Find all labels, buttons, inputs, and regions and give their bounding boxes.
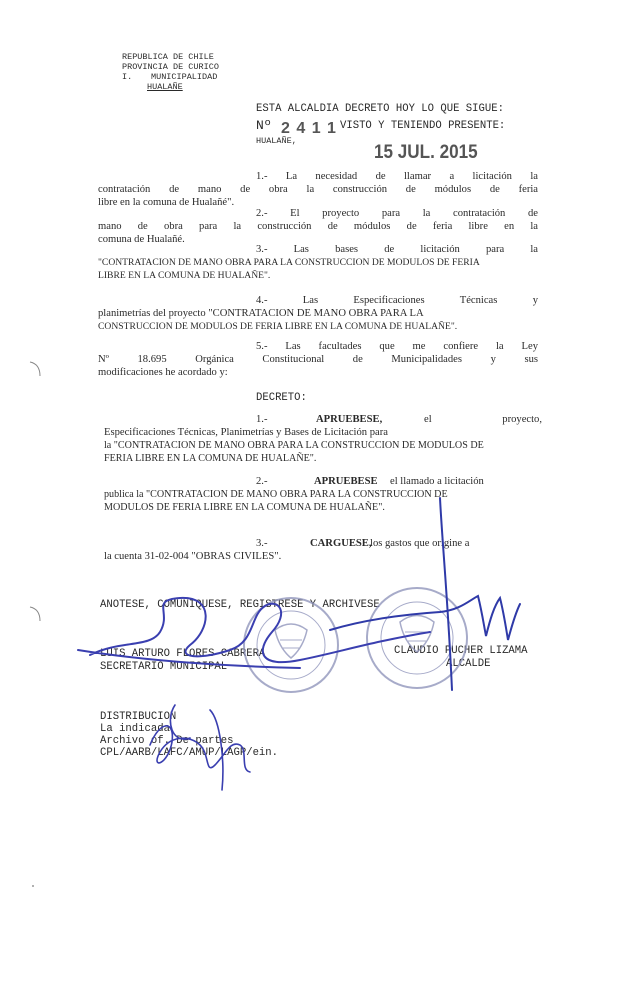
decreto-1-apruebese: APRUEBESE,: [316, 414, 383, 425]
decreto-2-line-3: MODULOS DE FERIA LIBRE EN LA COMUNA DE HUALAÑE".: [104, 502, 385, 513]
decreto-3-number: 3.-: [256, 538, 268, 549]
decreto-3-carguese: CARGUESE,: [310, 538, 372, 549]
visto-4: [98, 295, 538, 333]
visto-3-line-3: LIBRE EN LA COMUNA DE HUALAÑE".: [98, 269, 271, 281]
decreto-label: DECRETO:: [256, 392, 307, 404]
header-line-i: I.: [122, 72, 133, 82]
date-stamp: 15 JUL. 2015: [374, 142, 478, 163]
decreto-2-apruebese: APRUEBESE: [314, 476, 378, 487]
decreto-1-number: 1.-: [256, 414, 268, 425]
decree-number-stamp: 2 4 1 1: [281, 120, 337, 137]
visto-4-line-1: 4.- Las Especificaciones Técnicas y: [256, 295, 538, 306]
decreto-2-rest: el llamado a licitación: [390, 476, 484, 487]
visto-5-line-3: modificaciones he acordado y:: [98, 366, 228, 378]
mayor-name: CLAUDIO PUCHER LIZAMA: [394, 645, 528, 657]
header-line-municipalidad: MUNICIPALIDAD: [151, 72, 218, 82]
distribution-line-1: La indicada: [100, 723, 170, 735]
decreto-3-line-2: la cuenta 31-02-004 "OBRAS CIVILES".: [104, 551, 282, 562]
visto-3: [98, 244, 538, 282]
number-label: Nº: [256, 118, 272, 133]
decreto-3-rest: los gastos que origine a: [370, 538, 470, 549]
decreto-2-line-2: publica la "CONTRATACION DE MANO OBRA PARA LA CONSTRUCCION DE: [104, 489, 448, 500]
hole-punch-mark-top: [30, 362, 40, 376]
visto-5: [98, 341, 538, 379]
decreto-1-line-4: FERIA LIBRE EN LA COMUNA DE HUALAÑE".: [104, 453, 317, 464]
visto-2-line-3: comuna de Hualañé.: [98, 233, 185, 245]
municipal-seal-left: [244, 598, 338, 692]
distribution-title: DISTRIBUCION: [100, 711, 177, 723]
decree-title: ESTA ALCALDIA DECRETO HOY LO QUE SIGUE:: [256, 103, 504, 115]
closing-formula: ANOTESE, COMUNIQUESE, REGISTRESE Y ARCHIVESE: [100, 599, 380, 611]
visto-5-line-2: Nº 18.695 Orgánica Constitucional de Municipalidades y sus: [98, 353, 538, 365]
scan-dot: [32, 885, 34, 887]
distribution-line-2: Archivo of. De partes: [100, 735, 234, 747]
visto-1-line-2: contratación de mano de obra la construcción de módulos de feria: [98, 183, 538, 195]
decreto-1-line-2: Especificaciones Técnicas, Planimetrías y Bases de Licitación para: [104, 427, 388, 438]
visto-heading: VISTO Y TENIENDO PRESENTE:: [340, 120, 506, 132]
visto-2-line-1: 2.- El proyecto para la contratación de: [256, 208, 538, 219]
header-line-hualane: HUALAÑE: [147, 82, 183, 92]
visto-1-line-1: 1.- La necesidad de llamar a licitación la: [256, 171, 538, 182]
visto-4-line-2: planimetrías del proyecto "CONTRATACION DE MANO OBRA PARA LA: [98, 307, 424, 319]
visto-4-line-3: CONSTRUCCION DE MODULOS DE FERIA LIBRE EN LA COMUNA DE HUALAÑE".: [98, 320, 458, 332]
header-line-province: PROVINCIA DE CURICO: [122, 62, 219, 72]
visto-5-line-1: 5.- Las facultades que me confiere la Ley: [256, 341, 538, 352]
place-label: HUALAÑE,: [256, 136, 297, 146]
mayor-title: ALCALDE: [446, 658, 491, 670]
decreto-2-number: 2.-: [256, 476, 268, 487]
header-line-republic: REPUBLICA DE CHILE: [122, 52, 214, 62]
secretary-name: LUIS ARTURO FLORES CABRERA: [100, 648, 266, 660]
municipal-seal-right: [367, 588, 467, 688]
distribution-line-3: CPL/AARB/LAFC/AMUP/LAGP/ein.: [100, 747, 279, 759]
visto-2: [98, 208, 538, 246]
visto-3-line-2: "CONTRATACION DE MANO OBRA PARA LA CONSTRUCCION DE MODULOS DE FERIA: [98, 256, 480, 268]
decreto-1-line-3: la "CONTRATACION DE MANO OBRA PARA LA CONSTRUCCION DE MODULOS DE: [104, 440, 484, 451]
visto-1-line-3: libre en la comuna de Hualañé".: [98, 196, 235, 208]
hole-punch-mark-bottom: [30, 607, 40, 621]
visto-1: [98, 171, 538, 209]
mayor-signature: [330, 498, 520, 690]
decreto-1-rest: el proyecto,: [424, 414, 542, 425]
secretary-title: SECRETARIO MUNICIPAL: [100, 661, 228, 673]
visto-2-line-2: mano de obra para la construcción de módulos de feria libre en la: [98, 220, 538, 232]
visto-3-line-1: 3.- Las bases de licitación para la: [256, 244, 538, 255]
